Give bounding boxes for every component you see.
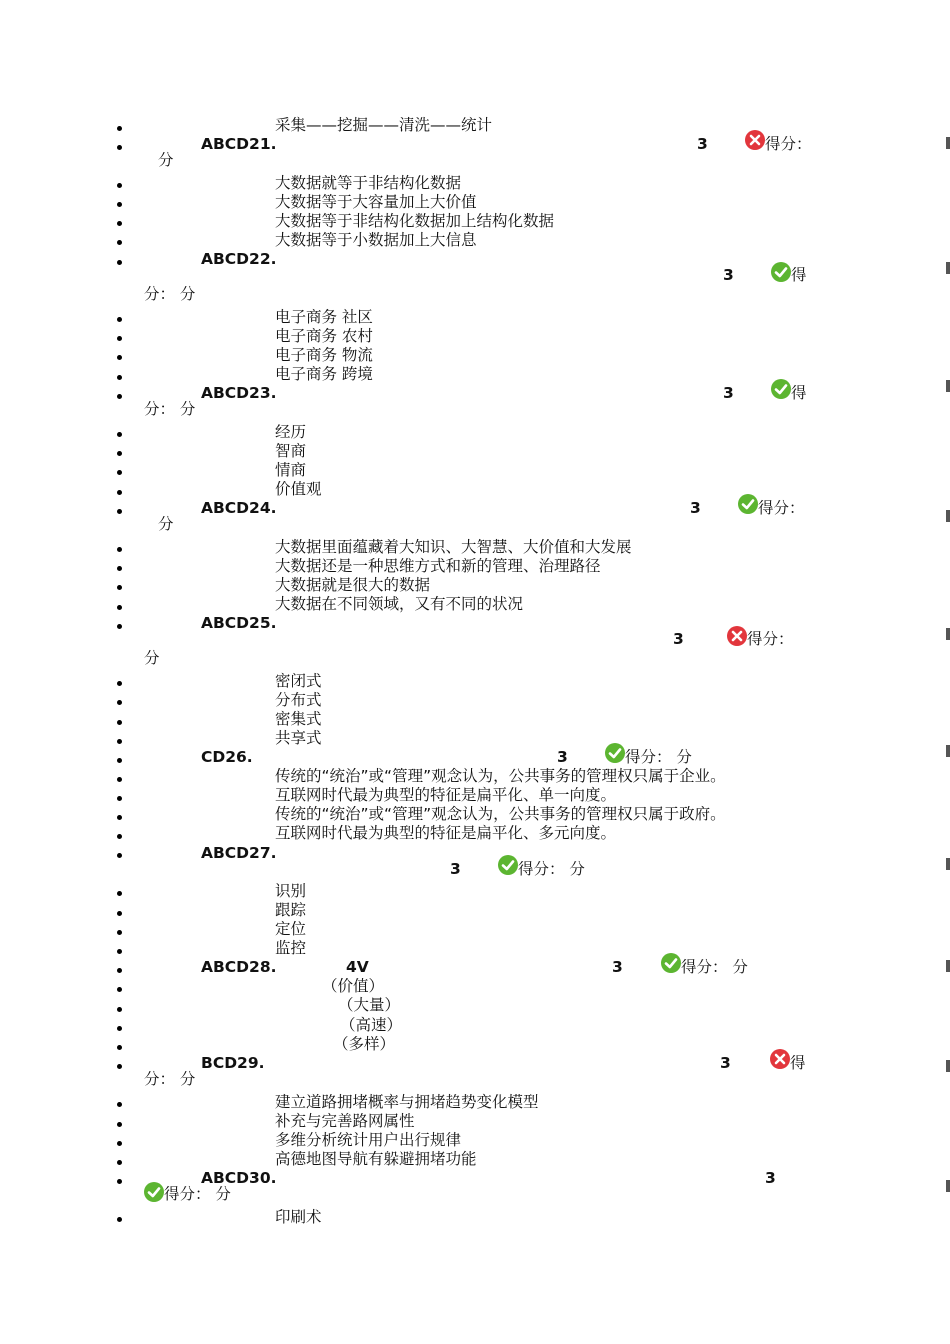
- bullet: [117, 624, 122, 629]
- option-text: 采集——挖掘——清洗——统计: [275, 116, 493, 134]
- question-number: ABCD27.: [201, 844, 277, 862]
- question-score: 3: [697, 135, 708, 153]
- bullet: [117, 547, 122, 552]
- question-score: 3: [723, 384, 734, 402]
- check-circle-icon: [498, 855, 518, 875]
- x-circle-icon: [727, 626, 747, 646]
- question-number: BCD29.: [201, 1054, 265, 1072]
- option-text: 大数据等于小数据加上大信息: [275, 231, 477, 249]
- bullet: [117, 949, 122, 954]
- question-score: 3: [765, 1169, 776, 1187]
- bullet: [117, 470, 122, 475]
- question-score: 3: [723, 266, 734, 284]
- bullet: [117, 681, 122, 686]
- bullet: [117, 605, 122, 610]
- question-number: CD26.: [201, 748, 253, 766]
- option-text: 监控: [275, 939, 307, 957]
- bullet: [117, 815, 122, 820]
- page-edge-mark: [946, 262, 950, 274]
- bullet: [117, 126, 122, 131]
- bullet: [117, 432, 122, 437]
- option-text: （价值）: [322, 977, 385, 995]
- option-text: （高速）: [340, 1016, 403, 1034]
- bullet: [117, 585, 122, 590]
- option-text: 情商: [275, 461, 307, 479]
- grade-label: 得分：: [758, 499, 805, 517]
- option-text: 传统的“统治”或“管理”观念认为，公共事务的管理权只属于政府。: [275, 805, 726, 823]
- question-number: ABCD21.: [201, 135, 277, 153]
- grade-label: 得: [790, 1054, 806, 1072]
- option-text: 大数据在不同领域，又有不同的状况: [275, 595, 524, 613]
- bullet: [117, 1141, 122, 1146]
- option-text: 大数据等于非结构化数据加上结构化数据: [275, 212, 555, 230]
- option-text: （多样）: [333, 1035, 396, 1053]
- grade-unit: 分： 分: [144, 285, 196, 303]
- question-score: 3: [612, 958, 623, 976]
- option-text: 传统的“统治”或“管理”观念认为，公共事务的管理权只属于企业。: [275, 767, 726, 785]
- bullet: [117, 891, 122, 896]
- option-text: 电子商务 跨境: [275, 365, 373, 383]
- option-text: 价值观: [275, 480, 322, 498]
- bullet: [117, 394, 122, 399]
- option-text: 定位: [275, 920, 307, 938]
- bullet: [117, 451, 122, 456]
- option-text: 密闭式: [275, 672, 322, 690]
- bullet: [117, 720, 122, 725]
- option-text: 互联网时代最为典型的特征是扁平化、单一向度。: [275, 786, 617, 804]
- question-score: 3: [673, 630, 684, 648]
- grade-label: 得分： 分: [681, 958, 748, 976]
- bullet: [117, 1045, 122, 1050]
- option-text: 识别: [275, 882, 307, 900]
- bullet: [117, 1102, 122, 1107]
- bullet: [117, 853, 122, 858]
- bullet: [117, 1026, 122, 1031]
- bullet: [117, 739, 122, 744]
- bullet: [117, 758, 122, 763]
- option-text: 大数据里面蕴藏着大知识、大智慧、大价值和大发展: [275, 538, 632, 556]
- option-text: 高德地图导航有躲避拥堵功能: [275, 1150, 477, 1168]
- check-circle-icon: [771, 262, 791, 282]
- question-number: ABCD22.: [201, 250, 277, 268]
- grade-label: 得分： 分: [164, 1185, 231, 1203]
- page-edge-mark: [946, 628, 950, 640]
- bullet: [117, 240, 122, 245]
- check-circle-icon: [144, 1182, 164, 1202]
- grade-label: 得分：: [765, 135, 812, 153]
- grade-label: 得: [791, 266, 807, 284]
- option-text: 建立道路拥堵概率与拥堵趋势变化模型: [275, 1093, 539, 1111]
- question-score: 3: [720, 1054, 731, 1072]
- grade-label: 得: [791, 384, 807, 402]
- bullet: [117, 1122, 122, 1127]
- page-edge-mark: [946, 1180, 950, 1192]
- grade-label: 得分：: [747, 630, 794, 648]
- bullet: [117, 336, 122, 341]
- question-score: 3: [450, 860, 461, 878]
- grade-unit: 分： 分: [144, 400, 196, 418]
- bullet: [117, 202, 122, 207]
- option-text: 大数据还是一种思维方式和新的管理、治理路径: [275, 557, 601, 575]
- bullet: [117, 145, 122, 150]
- option-text: 电子商务 农村: [275, 327, 373, 345]
- option-text: 电子商务 社区: [275, 308, 373, 326]
- x-circle-icon: [745, 130, 765, 150]
- check-circle-icon: [738, 494, 758, 514]
- bullet: [117, 221, 122, 226]
- grade-label: 得分： 分: [625, 748, 692, 766]
- question-score: 3: [690, 499, 701, 517]
- bullet: [117, 1064, 122, 1069]
- option-text: 补充与完善路网属性: [275, 1112, 415, 1130]
- grade-unit: 分: [158, 515, 174, 533]
- option-text: （大量）: [338, 996, 401, 1014]
- option-text: 大数据等于大容量加上大价值: [275, 193, 477, 211]
- option-text: 跟踪: [275, 901, 307, 919]
- option-text: 大数据就等于非结构化数据: [275, 174, 462, 192]
- bullet: [117, 1179, 122, 1184]
- page-edge-mark: [946, 1060, 950, 1072]
- bullet: [117, 987, 122, 992]
- option-text: 印刷术: [275, 1208, 322, 1226]
- bullet: [117, 566, 122, 571]
- question-number: ABCD25.: [201, 614, 277, 632]
- bullet: [117, 183, 122, 188]
- bullet: [117, 1160, 122, 1165]
- option-text: 智商: [275, 442, 307, 460]
- bullet: [117, 260, 122, 265]
- check-circle-icon: [661, 953, 681, 973]
- bullet: [117, 375, 122, 380]
- page-edge-mark: [946, 745, 950, 757]
- question-number: ABCD30.: [201, 1169, 277, 1187]
- page-edge-mark: [946, 137, 950, 149]
- x-circle-icon: [770, 1049, 790, 1069]
- option-text: 经历: [275, 423, 307, 441]
- bullet: [117, 911, 122, 916]
- check-circle-icon: [605, 743, 625, 763]
- page-edge-mark: [946, 510, 950, 522]
- question-number: ABCD23.: [201, 384, 277, 402]
- option-text: 互联网时代最为典型的特征是扁平化、多元向度。: [275, 824, 617, 842]
- bullet: [117, 490, 122, 495]
- question-score: 3: [557, 748, 568, 766]
- option-text: 分布式: [275, 691, 322, 709]
- bullet: [117, 1217, 122, 1222]
- grade-unit: 分: [158, 151, 174, 169]
- check-circle-icon: [771, 379, 791, 399]
- page-edge-mark: [946, 960, 950, 972]
- grade-label: 得分： 分: [518, 860, 585, 878]
- grade-unit: 分： 分: [144, 1070, 196, 1088]
- page-edge-mark: [946, 380, 950, 392]
- option-text: 电子商务 物流: [275, 346, 373, 364]
- option-text: 密集式: [275, 710, 322, 728]
- bullet: [117, 930, 122, 935]
- question-keyword: 4V: [346, 958, 369, 976]
- bullet: [117, 317, 122, 322]
- bullet: [117, 834, 122, 839]
- option-text: 共享式: [275, 729, 322, 747]
- grade-unit: 分: [144, 649, 160, 667]
- question-number: ABCD24.: [201, 499, 277, 517]
- bullet: [117, 796, 122, 801]
- option-text: 多维分析统计用户出行规律: [275, 1131, 462, 1149]
- bullet: [117, 355, 122, 360]
- option-text: 大数据就是很大的数据: [275, 576, 431, 594]
- bullet: [117, 509, 122, 514]
- bullet: [117, 700, 122, 705]
- bullet: [117, 1007, 122, 1012]
- bullet: [117, 777, 122, 782]
- bullet: [117, 968, 122, 973]
- question-number: ABCD28.: [201, 958, 277, 976]
- page-edge-mark: [946, 858, 950, 870]
